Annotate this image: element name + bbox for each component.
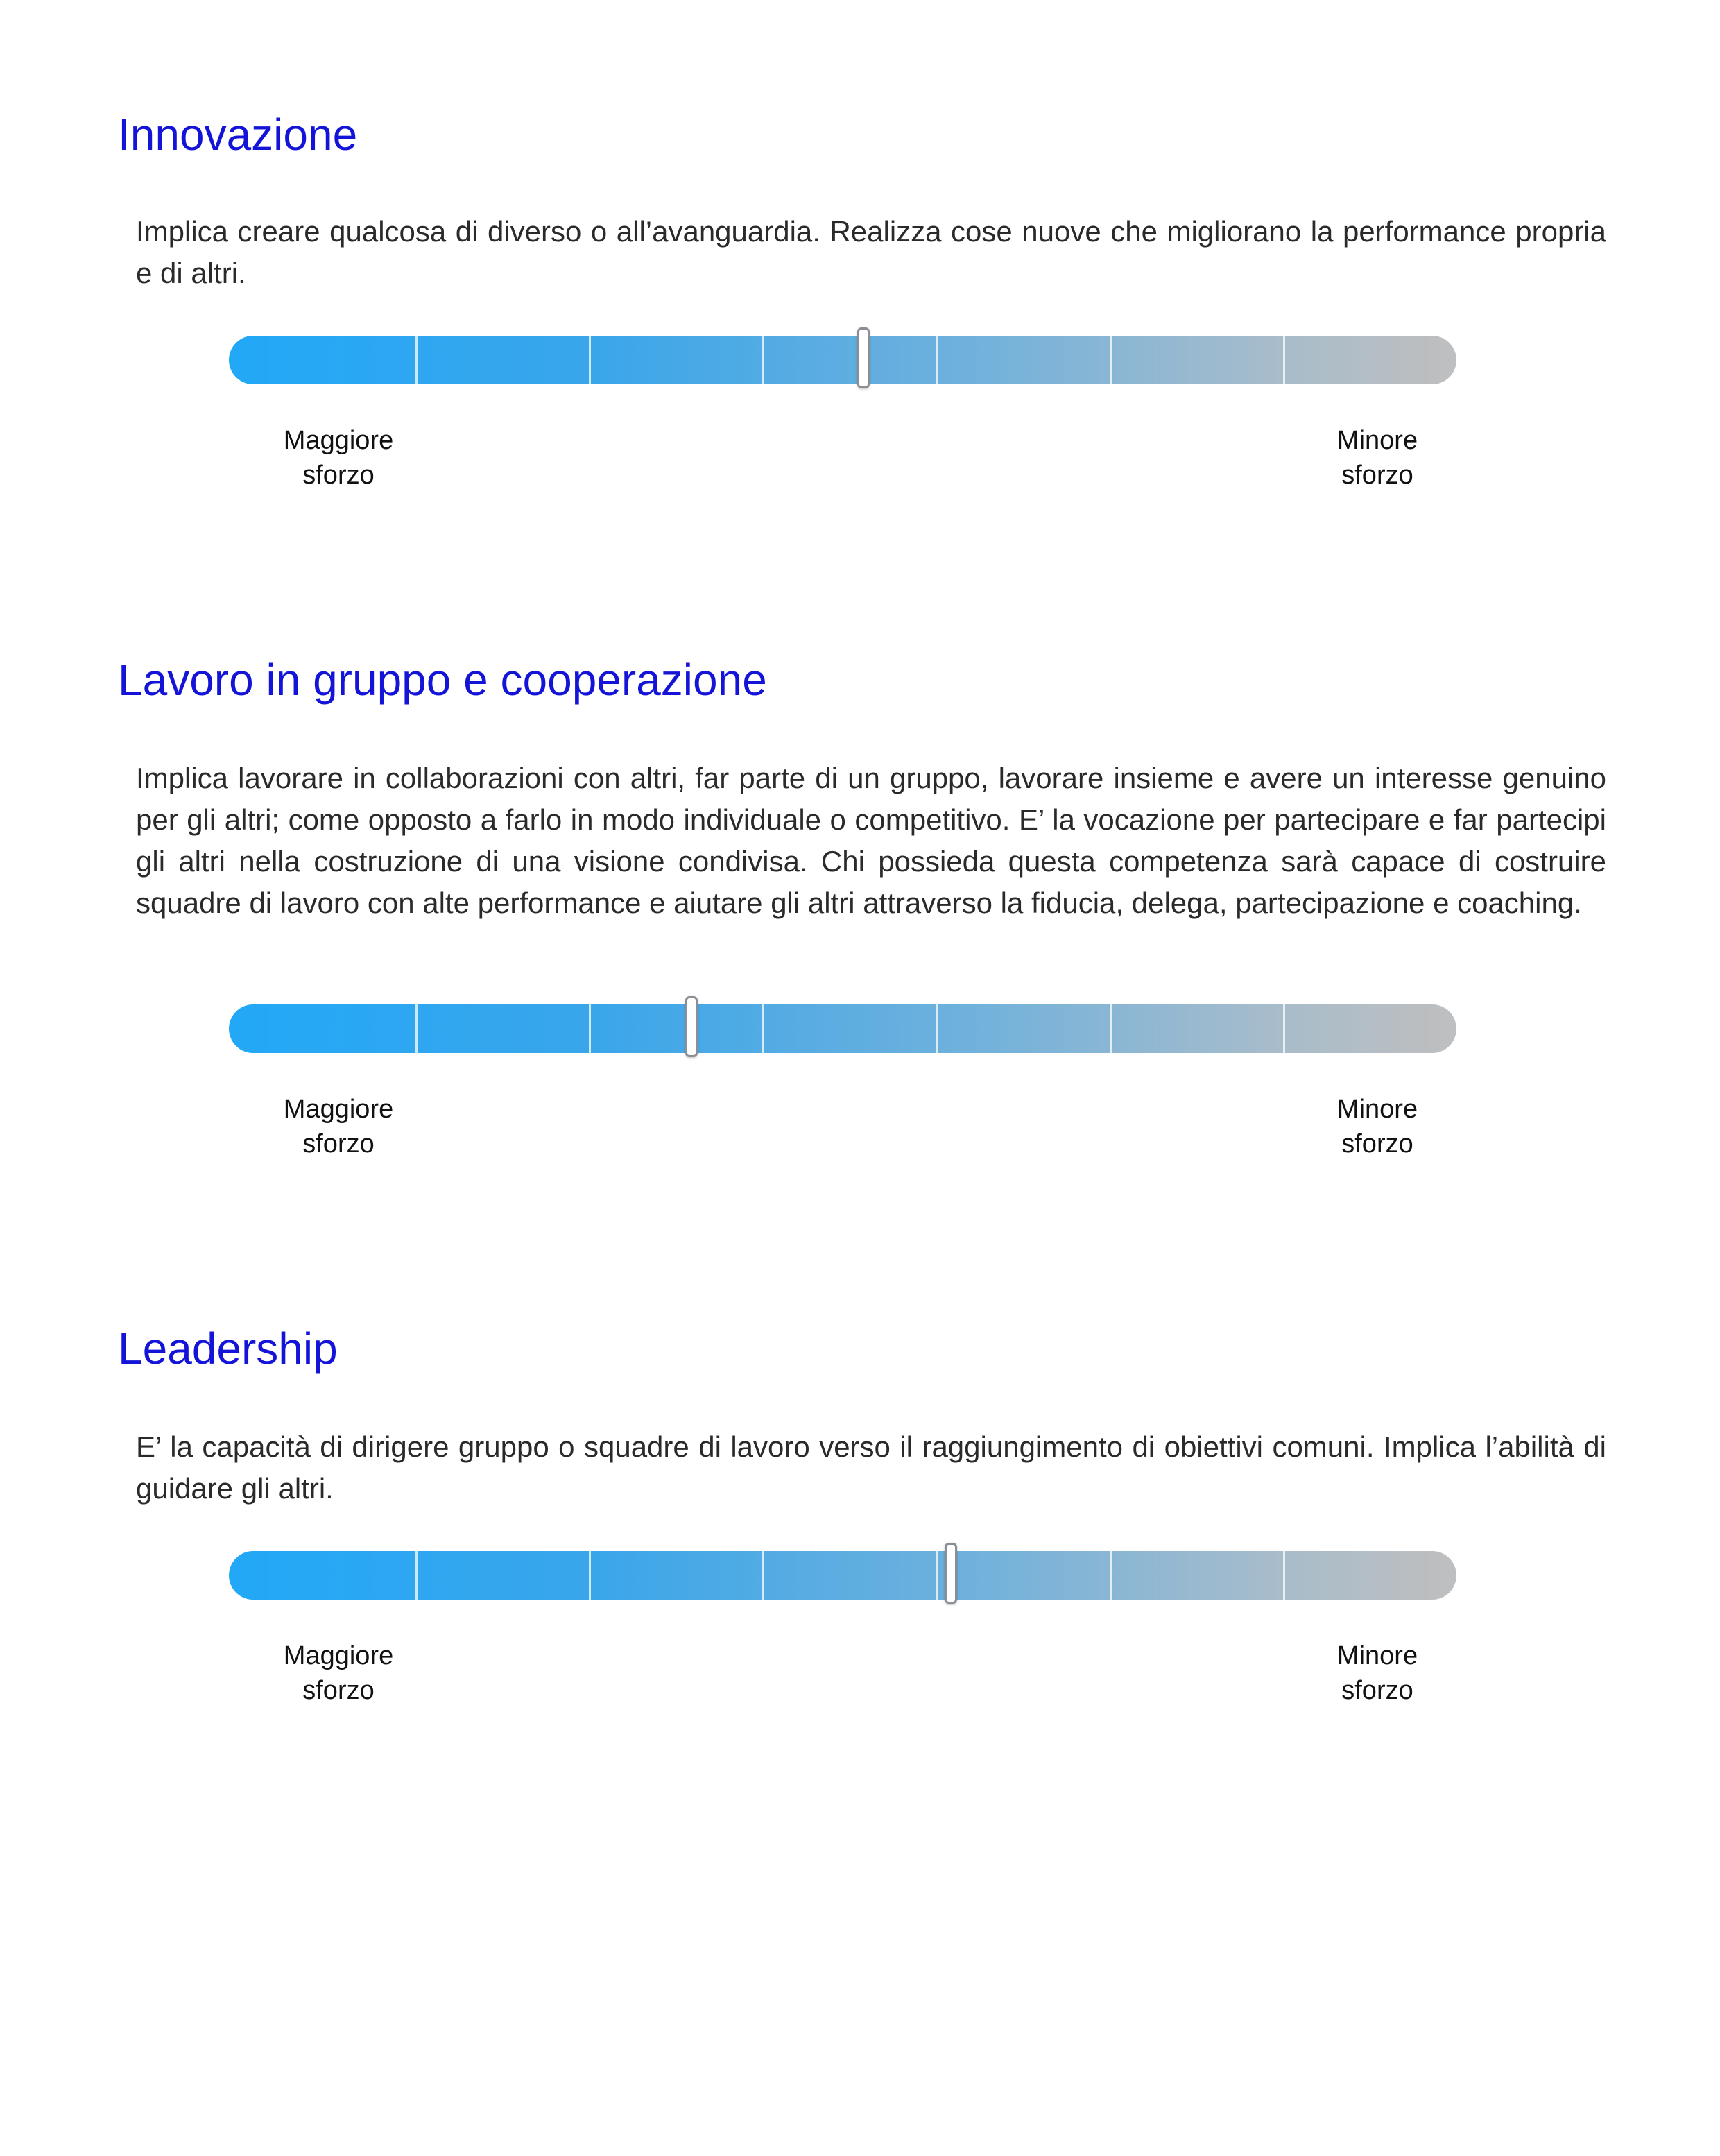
section-description: Implica creare qualcosa di diverso o all’avanguardia. Realizza cose nuove che migliorano la performance propria e di altri.: [136, 215, 1606, 289]
slider-segment-divider: [415, 336, 418, 384]
slider-segment-divider: [1110, 1551, 1112, 1600]
label-less-effort-line2: sforzo: [1341, 461, 1413, 490]
label-less-effort: [1287, 1092, 1468, 1161]
label-less-effort-line2: sforzo: [1341, 1129, 1413, 1158]
label-less-effort-line2: sforzo: [1341, 1676, 1413, 1705]
effort-slider-track[interactable]: [229, 336, 1456, 384]
slider-segment-divider: [1110, 336, 1112, 384]
label-more-effort-line1: Maggiore: [283, 1095, 394, 1124]
label-less-effort-line1: Minore: [1336, 426, 1418, 455]
slider-segment-divider: [1283, 336, 1285, 384]
slider-segment-divider: [415, 1004, 418, 1053]
slider-segment-divider: [936, 336, 938, 384]
section-description: Implica lavorare in collaborazioni con altri, far parte di un gruppo, lavorare insieme e avere un interesse genuino per gli altri; come opposto a farlo in modo individuale o competitivo. E’ la vocazione per partecipare e far partecipi gli altri nella costruzione di una visione condivisa. Chi possieda questa competenza sarà capace di costruire squadre di lavoro con alte performance e aiutare gli altri attraverso la fiducia, delega, partecipazione e coaching.: [136, 762, 1606, 919]
label-less-effort: [1287, 423, 1468, 493]
section-title: Lavoro in gruppo e cooperazione: [118, 655, 767, 705]
section-title: Leadership: [118, 1324, 338, 1374]
effort-slider-thumb[interactable]: [685, 996, 698, 1057]
slider-segment-divider: [589, 1004, 591, 1053]
label-less-effort: [1287, 1639, 1468, 1708]
effort-slider-thumb[interactable]: [857, 327, 870, 388]
slider-segment-divider: [762, 1004, 764, 1053]
section-title: Innovazione: [118, 110, 358, 160]
effort-slider-track[interactable]: [229, 1551, 1456, 1600]
slider-segment-divider: [1283, 1004, 1285, 1053]
effort-slider-track[interactable]: [229, 1004, 1456, 1053]
label-more-effort: [248, 1092, 429, 1161]
slider-segment-divider: [589, 1551, 591, 1600]
slider-segment-divider: [589, 336, 591, 384]
section-description: E’ la capacità di dirigere gruppo o squadre di lavoro verso il raggiungimento di obiettivi comuni. Implica l’abilità di guidare gli altri.: [136, 1430, 1606, 1505]
label-more-effort-line2: sforzo: [302, 1129, 375, 1158]
label-more-effort-line2: sforzo: [302, 1676, 375, 1705]
label-more-effort: [248, 423, 429, 493]
effort-slider-thumb[interactable]: [945, 1543, 957, 1604]
label-more-effort-line1: Maggiore: [283, 1641, 394, 1670]
slider-segment-divider: [415, 1551, 418, 1600]
slider-segment-divider: [1110, 1004, 1112, 1053]
label-more-effort-line1: Maggiore: [283, 426, 394, 455]
label-more-effort: [248, 1639, 429, 1708]
slider-segment-divider: [936, 1551, 938, 1600]
slider-segment-divider: [762, 336, 764, 384]
slider-segment-divider: [1283, 1551, 1285, 1600]
slider-segment-divider: [762, 1551, 764, 1600]
label-less-effort-line1: Minore: [1336, 1095, 1418, 1124]
label-less-effort-line1: Minore: [1336, 1641, 1418, 1670]
slider-segment-divider: [936, 1004, 938, 1053]
label-more-effort-line2: sforzo: [302, 461, 375, 490]
